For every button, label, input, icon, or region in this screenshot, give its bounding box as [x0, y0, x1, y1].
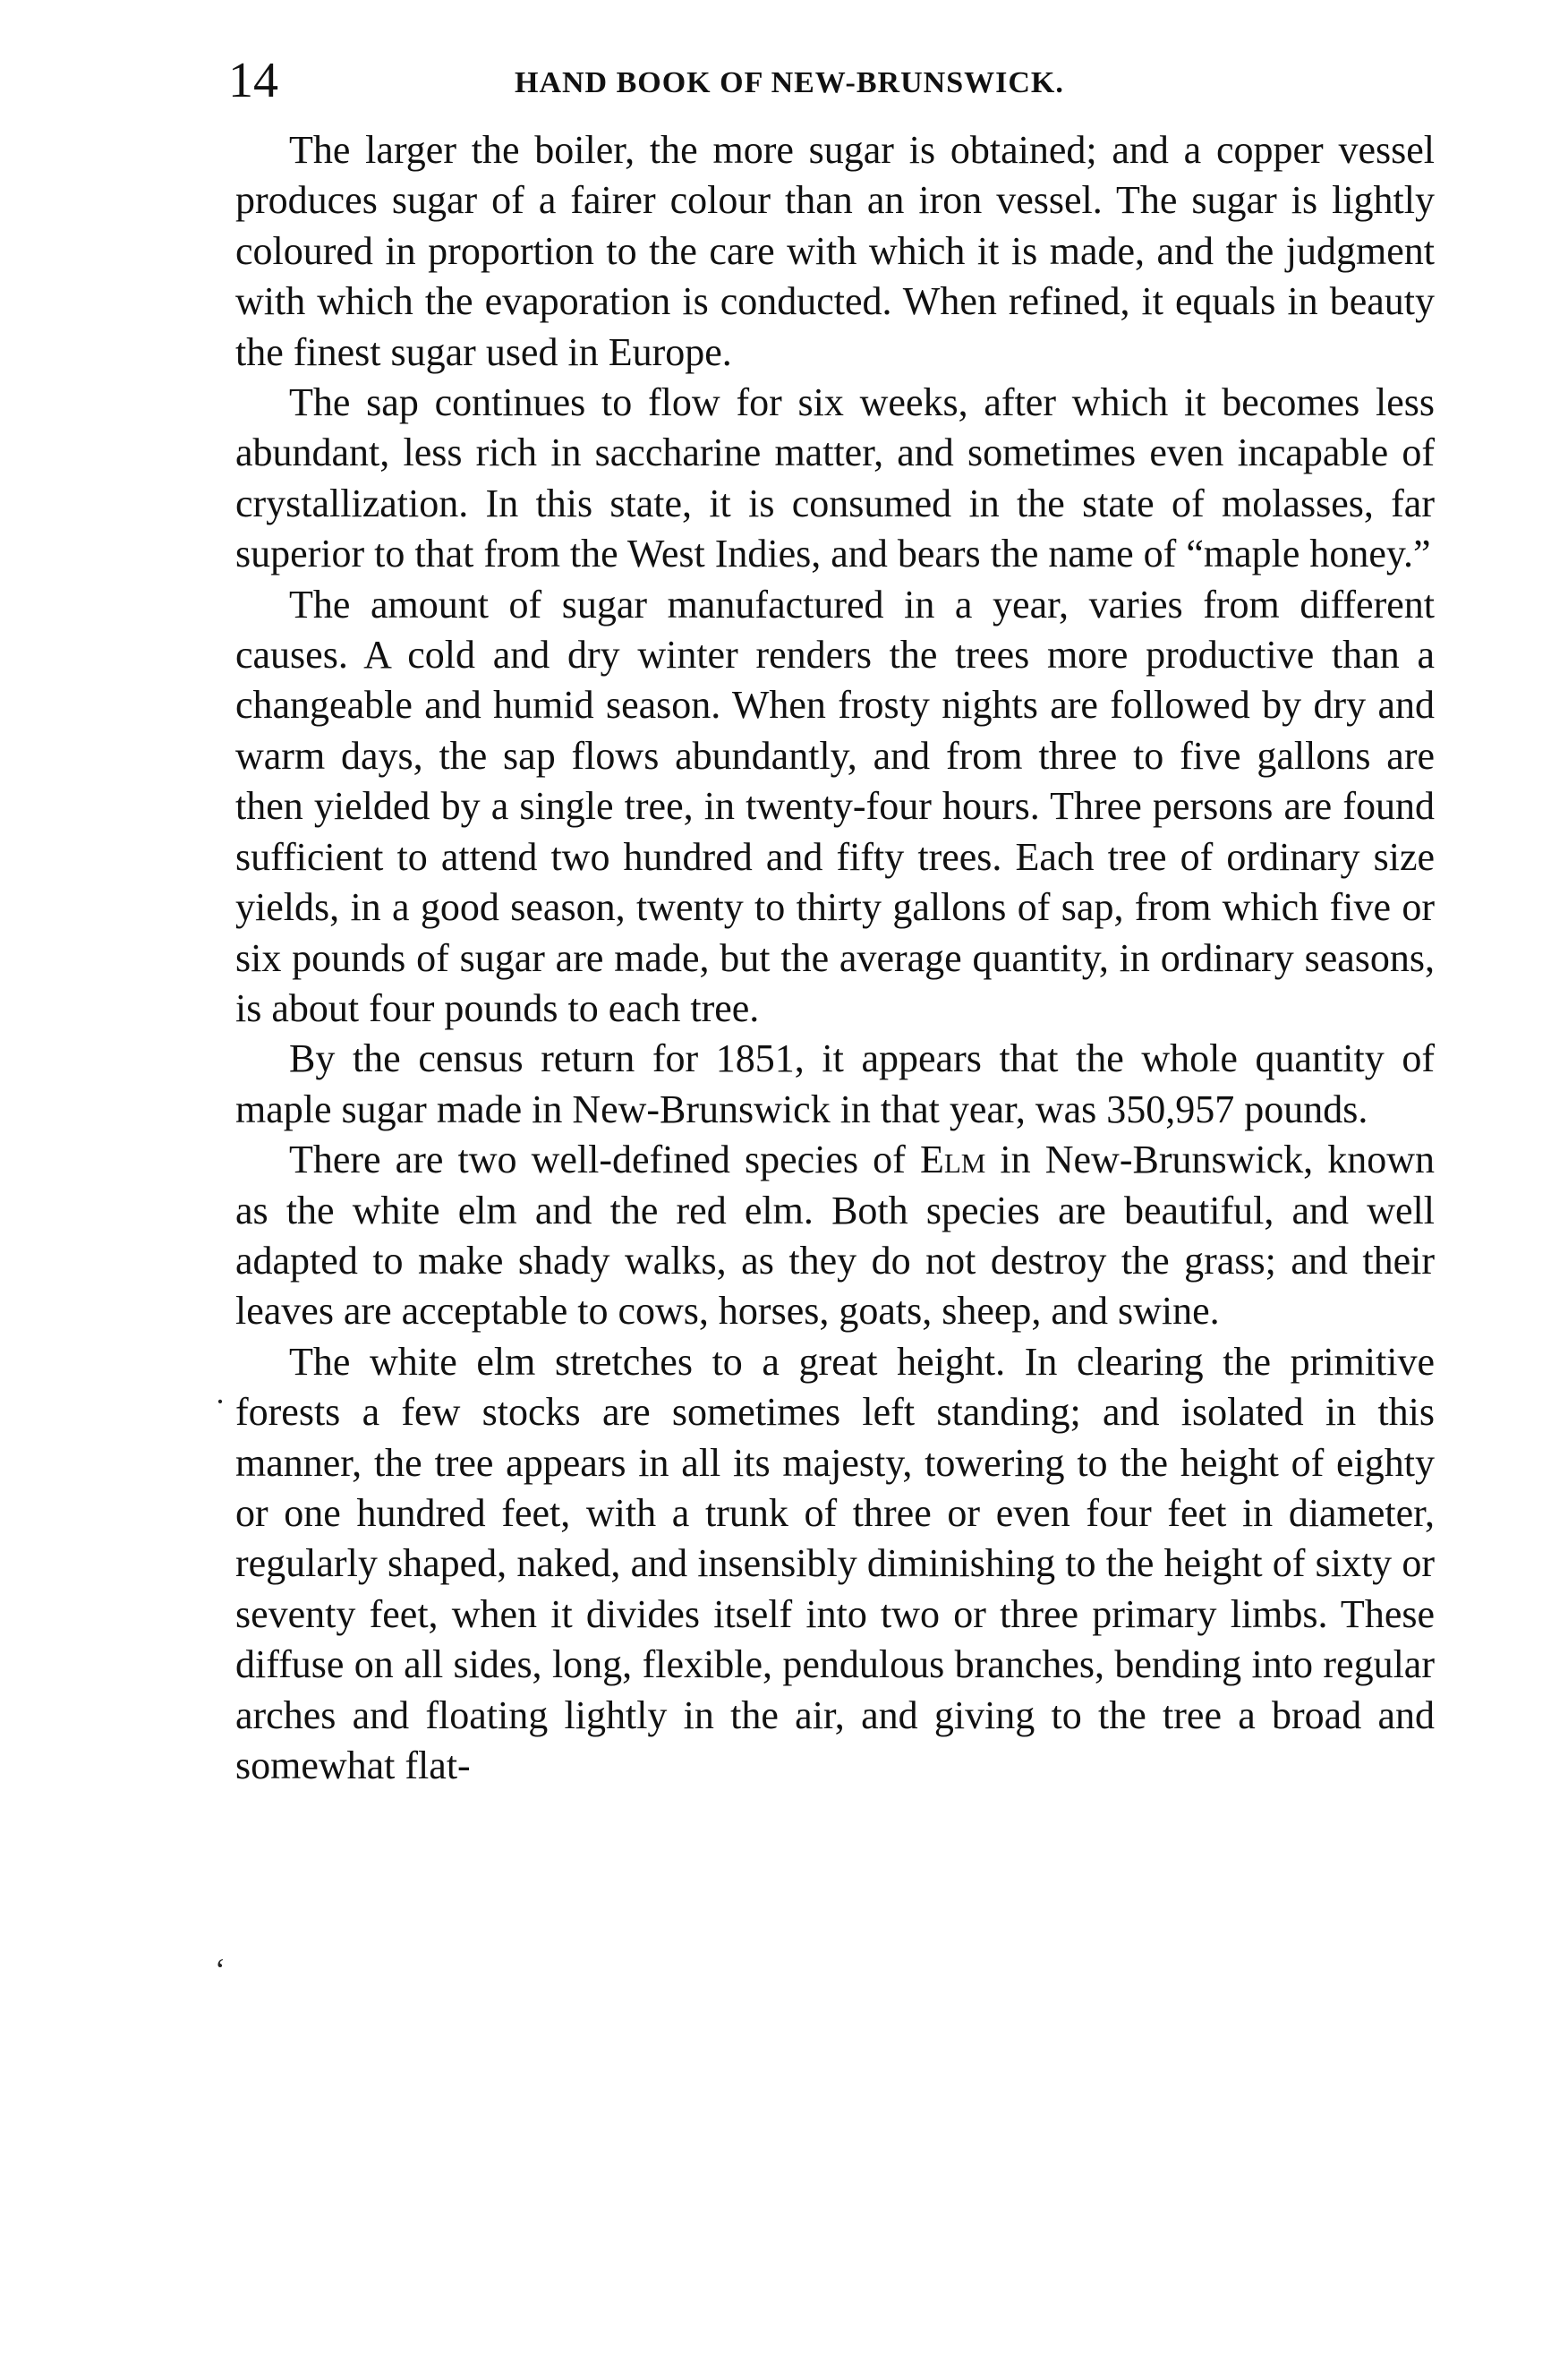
paragraph-sugar-boiler: The larger the boiler, the more sugar is obtained; and a copper vessel produces sugar of a fairer colour than an iron vessel. The sugar is lightly coloured in proportion to the care with which it is made, and the judgment with which the evaporation is conducted. When refined, it equals in beauty the finest sugar used in Europe.	[235, 128, 1435, 374]
paragraph-census: By the census return for 1851, it appears that the whole quantity of maple sugar made in New-Brunswick in that year, was 350,957 pounds.	[235, 1036, 1435, 1131]
paragraph-elm-species	[235, 1135, 1435, 1337]
paragraph-sap-flow: The sap continues to flow for six weeks, after which it becomes less abundant, less rich in saccharine matter, and sometimes even incapable of crystallization. In this state, it is consumed in the state of molasses, far superior to that from the West Indies, and bears the name of “maple honey.”	[235, 380, 1435, 576]
paragraph-sugar-amount: The amount of sugar manufactured in a year, varies from different causes. A cold and dry winter renders the trees more productive than a changeable and humid season. When frosty nights are followed by dry and warm days, the sap flows abundantly, and from three to five gallons are then yielded by a single tree, in twenty-four hours. Three persons are found sufficient to attend two hundred and fifty trees. Each tree of ordinary size yields, in a good season, twenty to thirty gallons of sap, from which five or six pounds of sugar are made, but the average quantity, in ordinary seasons, is about four pounds to each tree.	[235, 582, 1435, 1030]
margin-speck: ʻ	[215, 1952, 226, 1988]
page-header	[228, 45, 1445, 116]
paragraph-white-elm: The white elm stretches to a great height. In clearing the primitive forests a few stocks are sometimes left standing; and isolated in this manner, the tree appears in all its majesty, towering to the height of eighty or one hundred feet, with a trunk of three or even four feet in diameter, regularly shaped, naked, and insensibly diminishing to the height of sixty or seventy feet, when it divides itself into two or three primary limbs. These diffuse on all sides, long, flexible, pendulous branches, bending into regular arches and floating lightly in the air, and giving to the tree a broad and somewhat flat-	[235, 1339, 1435, 1787]
running-title: HAND BOOK OF NEW-BRUNSWICK.	[515, 66, 1064, 99]
page-number: 14	[228, 53, 278, 108]
elm-description-text: in New-Brunswick, known as the white elm and the red elm. Both species are beautiful, and well adapted to make shady walks, as they do not destroy the grass; and their leaves are acceptable to cows, horses, goats, sheep, and swine.	[235, 1138, 1435, 1334]
elm-heading-word: Elm	[919, 1138, 986, 1182]
margin-speck: ·	[215, 1384, 226, 1419]
elm-intro-text: There are two well-defined species of	[289, 1138, 920, 1182]
body-text	[235, 125, 1435, 1791]
